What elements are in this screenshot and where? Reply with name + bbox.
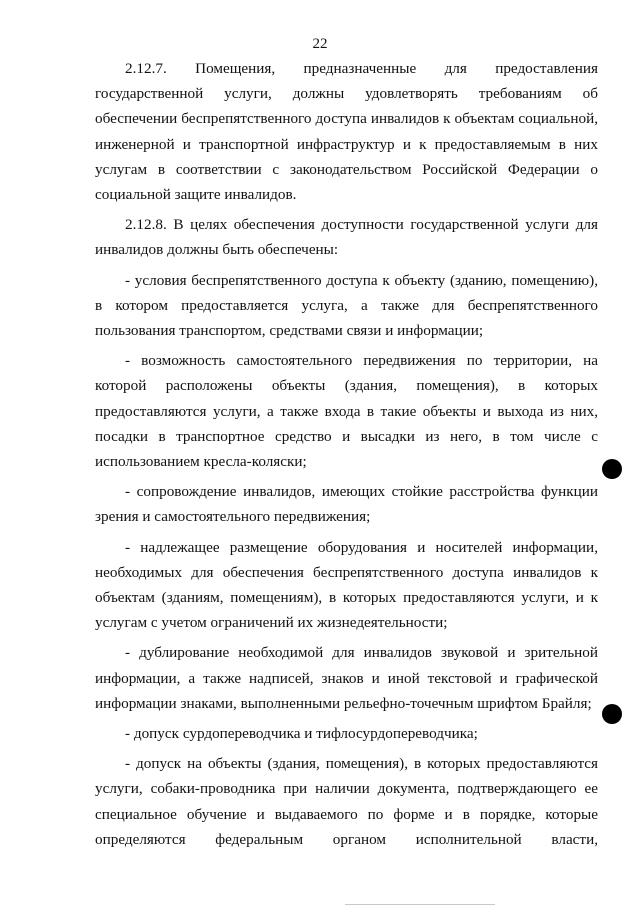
- list-item-equipment-placement: - надлежащее размещение оборудования и носителей информации, необходимых для обеспечения беспрепятственного доступа инвалидов к объектам (зданиям, помещениям), в которых предоставляются услуги, и к услугам с учетом ограничений их жизнедеятельности;: [95, 538, 598, 632]
- paragraph-2-12-7: 2.12.7. Помещения, предназначенные для предоставления государственной услуги, должны удовлетворять требованиям об обеспечении беспрепятственного доступа инвалидов к объектам социальной, инженерной и транспортной инфраструктур и к предоставляемым в них услугам в соответствии с законодательством Российской Федерации о социальной защите инвалидов.: [95, 60, 598, 204]
- document-body: [95, 56, 598, 857]
- list-item-guide-dog: - допуск на объекты (здания, помещения), в которых предоставляются услуги, собаки-проводника при наличии документа, подтверждающего ее специальное обучение и выдаваемого по форме и в порядке, которые определяются федеральным органом исполнительной власти,: [95, 755, 598, 848]
- list-item-escort: - сопровождение инвалидов, имеющих стойкие расстройства функции зрения и самостоятельного передвижения;: [95, 483, 598, 526]
- paragraph-2-12-8: 2.12.8. В целях обеспечения доступности государственной услуги для инвалидов должны быть обеспечены:: [95, 216, 598, 259]
- list-item-information-duplication: - дублирование необходимой для инвалидов звуковой и зрительной информации, а также надписей, знаков и иной текстовой и графической информации знаками, выполненными рельефно-точечным шрифтом Брайля;: [95, 644, 598, 712]
- list-item-access-conditions: - условия беспрепятственного доступа к объекту (зданию, помещению), в котором предоставляется услуга, а также для беспрепятственного пользования транспортом, средствами связи и информации;: [95, 271, 598, 340]
- page-number: 22: [312, 36, 328, 52]
- scan-artifact-line: [345, 904, 495, 905]
- list-item-independent-movement: - возможность самостоятельного передвижения по территории, на которой расположены объекты (здания, помещения), в которых предоставляются услуги, а также входа в такие объекты и выхода из них, посадки в транспортное средство и высадки из него, в том числе с использованием кресла-коляски;: [95, 352, 598, 471]
- punch-hole-mark: [602, 704, 622, 724]
- list-item-sign-interpreter: - допуск сурдопереводчика и тифлосурдопереводчика;: [125, 725, 478, 743]
- punch-hole-mark: [602, 459, 622, 479]
